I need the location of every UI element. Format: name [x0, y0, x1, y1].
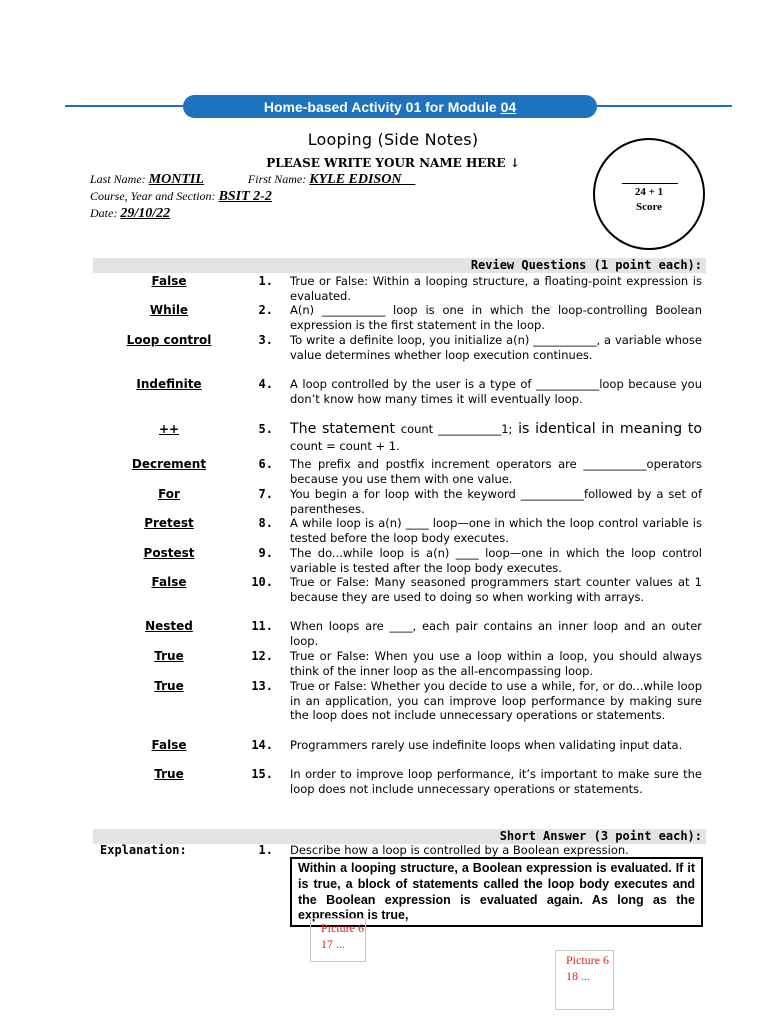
banner-rule-right	[595, 105, 732, 107]
last-name-label: Last Name:	[90, 172, 149, 186]
date-line	[90, 206, 170, 222]
question-text-11: When loops are ____, each pair contains an inner loop and an outer loop.	[290, 619, 702, 648]
answer-15: True	[154, 767, 184, 781]
question-number-11: 11.	[251, 619, 273, 633]
question-number-5: 5.	[258, 422, 273, 436]
answer-12: True	[154, 649, 184, 663]
course-label: Course, Year and Section:	[90, 189, 219, 203]
name-line	[90, 172, 415, 188]
short-answer-question: Describe how a loop is controlled by a Boolean expression.	[290, 843, 629, 857]
question-text-10: True or False: Many seasoned programmers start counter values at 1 because they are used to doing so when working with arrays.	[290, 575, 702, 604]
answer-1: False	[151, 274, 187, 288]
answer-8: Pretest	[144, 516, 194, 530]
picture-placeholder-618: Picture 618 ...	[555, 950, 614, 1010]
question-number-9: 9.	[258, 546, 273, 560]
question-text-2: A(n) ___________ loop is one in which the loop-controlling Boolean expression is the first statement in the loop.	[290, 303, 702, 332]
question-5-code-a: count ___________1;	[400, 422, 513, 436]
answer-14: False	[151, 738, 187, 752]
question-text-13: True or False: Whether you decide to use a while, for, or do...while loop in an application, you can improve loop performance by making sure the loop does not include unnecessary operations or statements.	[290, 679, 702, 723]
answer-4: Indefinite	[136, 377, 202, 391]
answer-2: While	[149, 303, 189, 317]
question-5-code-b: count = count + 1.	[290, 439, 400, 453]
write-name-instruction: PLEASE WRITE YOUR NAME HERE ↓	[266, 156, 520, 170]
course-value: BSIT 2-2	[218, 189, 272, 204]
first-name-label: First Name:	[247, 172, 310, 186]
answer-3: Loop control	[126, 333, 212, 347]
first-name-value: KYLE EDISON	[309, 172, 402, 187]
question-5-part-a: The statement	[290, 421, 401, 437]
score-label: Score	[635, 201, 663, 213]
score-circle	[593, 138, 705, 250]
question-text-9: The do...while loop is a(n) ____ loop—one in which the loop control variable is tested after the loop body executes.	[290, 546, 702, 575]
question-number-3: 3.	[258, 333, 273, 347]
date-label: Date:	[90, 206, 121, 220]
answer-9: Postest	[143, 546, 195, 560]
question-text-1: True or False: Within a looping structure, a floating-point expression is evaluated.	[290, 274, 702, 303]
score-value: 24 + 1	[634, 186, 664, 198]
answer-7: For	[158, 487, 180, 501]
course-line	[90, 189, 272, 205]
question-number-7: 7.	[258, 487, 273, 501]
picture-placeholder-617: Picture 617 ...	[310, 918, 366, 962]
short-answer-response: Within a looping structure, a Boolean expression is evaluated. If it is true, a block of statements called the loop body executes and the Boolean expression is evaluated again. As long as the expression is true,	[290, 857, 703, 927]
question-text-14: Programmers rarely use indefinite loops when validating input data.	[290, 738, 683, 752]
question-text-8: A while loop is a(n) ____ loop—one in which the loop control variable is tested before the loop body executes.	[290, 516, 702, 545]
question-text-4: A loop controlled by the user is a type of ___________loop because you don’t know how many times it will eventually loop.	[290, 377, 702, 406]
question-number-14: 14.	[251, 738, 273, 752]
question-number-13: 13.	[251, 679, 273, 693]
question-text-6: The prefix and postfix increment operators are ___________operators because you use them with one value.	[290, 457, 702, 486]
question-number-8: 8.	[258, 516, 273, 530]
question-number-15: 15.	[251, 767, 273, 781]
question-number-10: 10.	[251, 575, 273, 589]
question-number-1: 1.	[258, 274, 273, 288]
question-text-5	[290, 421, 702, 455]
question-text-15: In order to improve loop performance, it’s important to make sure the loop does not include unnecessary operations or statements.	[290, 767, 702, 796]
last-name-value: MONTIL	[148, 172, 204, 187]
answer-10: False	[151, 575, 187, 589]
banner-rule-left	[65, 105, 185, 107]
question-text-7: You begin a for loop with the keyword ___________followed by a set of parentheses.	[290, 487, 702, 516]
question-number-6: 6.	[258, 457, 273, 471]
document-title: Looping (Side Notes)	[307, 130, 479, 149]
review-questions-heading: Review Questions (1 point each):	[93, 258, 706, 273]
banner-text: Home-based Activity 01 for Module	[263, 98, 501, 115]
short-answer-number: 1.	[258, 843, 273, 857]
question-number-12: 12.	[251, 649, 273, 663]
answer-6: Decrement	[131, 457, 207, 471]
date-value: 29/10/22	[120, 206, 171, 221]
explanation-label: Explanation:	[100, 843, 187, 857]
question-text-3: To write a definite loop, you initialize a(n) ___________, a variable whose value determines whether loop execution continues.	[290, 333, 702, 362]
banner-module-number: 04	[500, 98, 517, 115]
answer-13: True	[154, 679, 184, 693]
question-text-12: True or False: When you use a loop within a loop, you should always think of the inner loop as the all-encompassing loop.	[290, 649, 702, 678]
question-5-part-c: is identical in meaning to	[512, 421, 703, 437]
answer-5: ++	[158, 422, 180, 436]
question-number-2: 2.	[258, 303, 273, 317]
short-answer-heading: Short Answer (3 point each):	[93, 829, 706, 844]
activity-banner	[183, 95, 597, 118]
score-underline	[622, 183, 678, 184]
answer-11: Nested	[145, 619, 193, 633]
question-number-4: 4.	[258, 377, 273, 391]
